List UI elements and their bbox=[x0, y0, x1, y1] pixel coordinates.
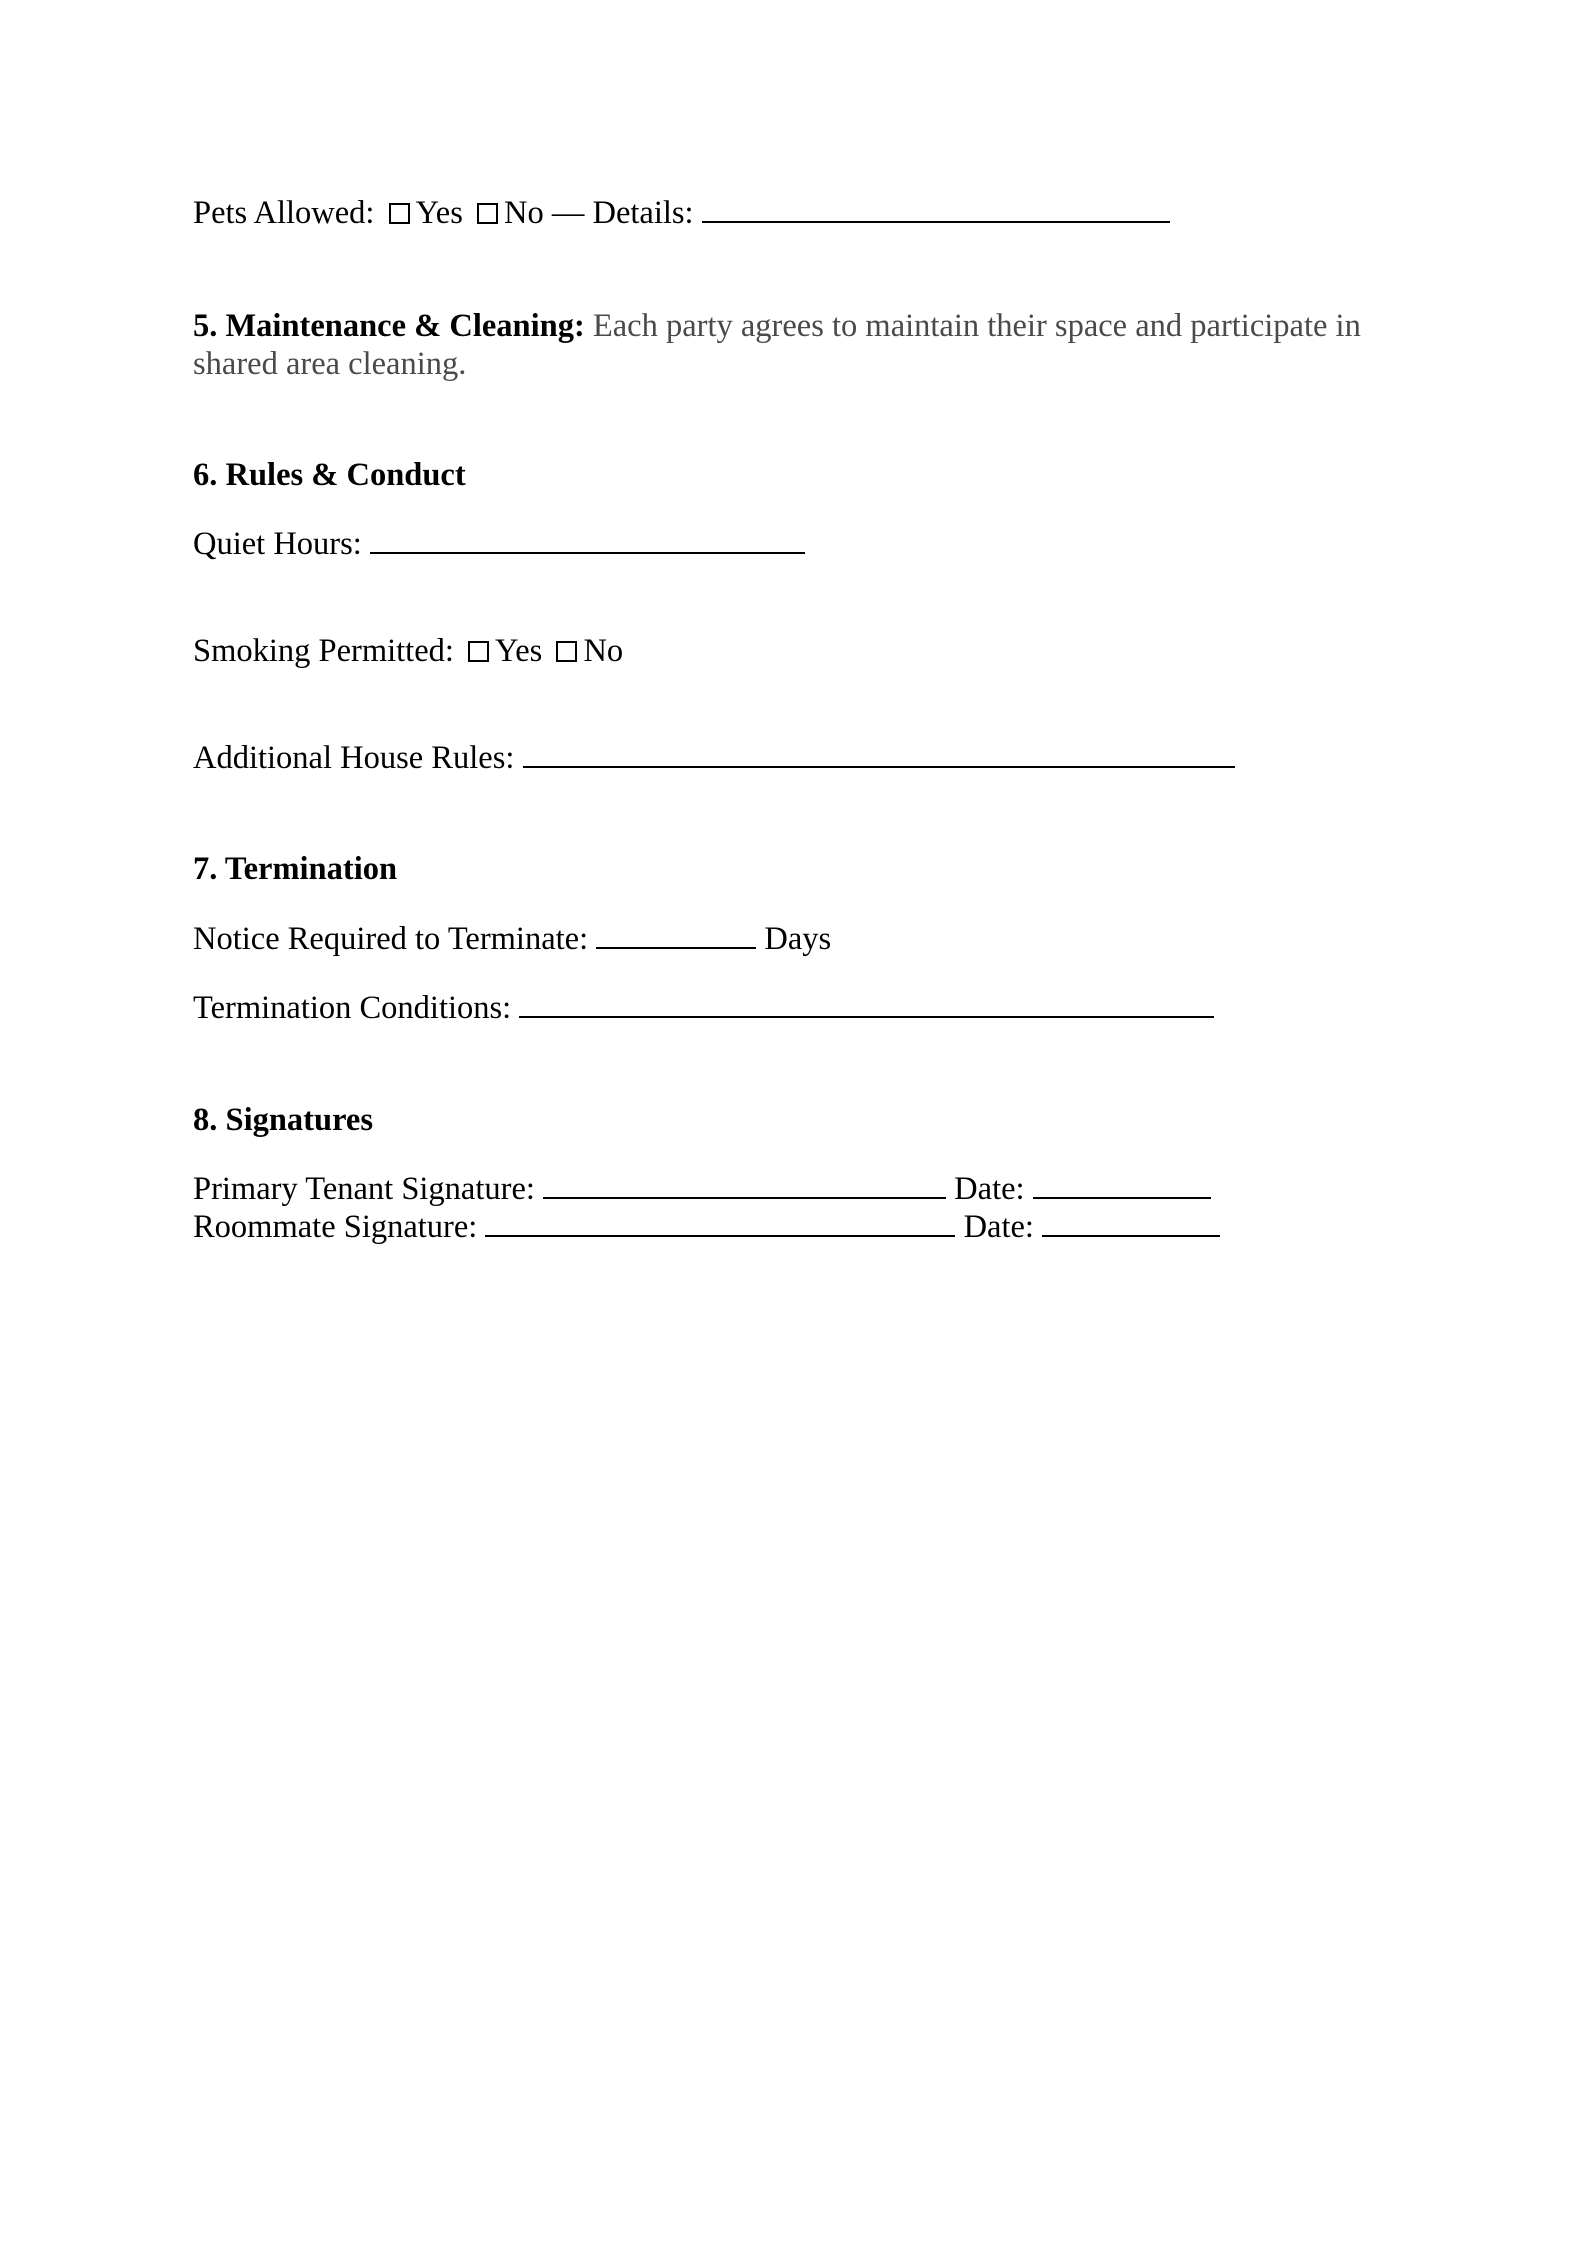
pets-yes-label: Yes bbox=[415, 195, 463, 231]
maintenance-paragraph bbox=[193, 307, 1393, 383]
smoking-label: Smoking Permitted: bbox=[193, 633, 454, 669]
additional-rules-line bbox=[193, 739, 1235, 777]
pets-no-checkbox[interactable] bbox=[477, 203, 498, 224]
primary-signature-label: Primary Tenant Signature: bbox=[193, 1171, 535, 1207]
conditions-label: Termination Conditions: bbox=[193, 990, 512, 1026]
smoking-yes-label: Yes bbox=[495, 633, 543, 669]
termination-heading: 7. Termination bbox=[193, 851, 398, 887]
roommate-signature-field[interactable] bbox=[485, 1211, 955, 1237]
smoking-yes-checkbox[interactable] bbox=[468, 641, 489, 662]
quiet-hours-label: Quiet Hours: bbox=[193, 526, 362, 562]
conditions-line bbox=[193, 989, 1214, 1027]
primary-date-field[interactable] bbox=[1033, 1173, 1211, 1199]
smoking-line bbox=[193, 632, 623, 670]
pets-allowed-line bbox=[193, 194, 1170, 232]
notice-line bbox=[193, 920, 831, 958]
conditions-field[interactable] bbox=[519, 992, 1214, 1018]
pets-yes-checkbox[interactable] bbox=[389, 203, 410, 224]
roommate-signature-label: Roommate Signature: bbox=[193, 1209, 478, 1245]
notice-days-field[interactable] bbox=[596, 923, 756, 949]
smoking-no-checkbox[interactable] bbox=[556, 641, 577, 662]
roommate-date-field[interactable] bbox=[1042, 1211, 1220, 1237]
maintenance-heading: 5. Maintenance & Cleaning: bbox=[193, 308, 585, 344]
quiet-hours-field[interactable] bbox=[370, 528, 805, 554]
pets-allowed-label: Pets Allowed: bbox=[193, 195, 375, 231]
notice-label: Notice Required to Terminate: bbox=[193, 921, 589, 957]
notice-unit: Days bbox=[764, 921, 832, 957]
pets-details-field[interactable] bbox=[702, 197, 1170, 223]
rules-heading: 6. Rules & Conduct bbox=[193, 457, 466, 493]
roommate-signature-line bbox=[193, 1208, 1220, 1246]
roommate-date-label: Date: bbox=[963, 1209, 1034, 1245]
smoking-no-label: No bbox=[583, 633, 624, 669]
primary-signature-field[interactable] bbox=[543, 1173, 946, 1199]
additional-rules-label: Additional House Rules: bbox=[193, 740, 515, 776]
primary-date-label: Date: bbox=[954, 1171, 1025, 1207]
quiet-hours-line bbox=[193, 525, 805, 563]
primary-signature-line bbox=[193, 1170, 1211, 1208]
maintenance-text: Each party agrees to maintain their space and participate in shared area cleaning. bbox=[193, 308, 1361, 382]
additional-rules-field[interactable] bbox=[523, 742, 1235, 768]
pets-no-details-label: No — Details: bbox=[504, 195, 694, 231]
signatures-heading: 8. Signatures bbox=[193, 1102, 373, 1138]
